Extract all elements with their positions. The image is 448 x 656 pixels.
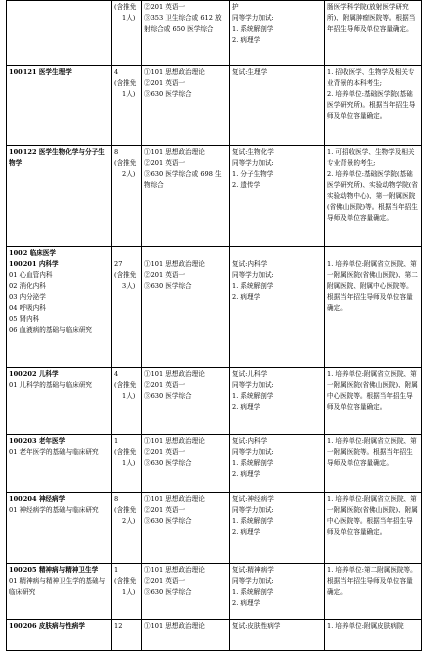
count-cell xyxy=(112,564,142,620)
table-row xyxy=(7,435,422,493)
notes-item: 1. 培养单位:附属省立医院、第一附属医院(省佛山医院)、附属中心医院等。根据当年招生导师及单位容量确定。 xyxy=(327,370,418,411)
program-cell xyxy=(7,146,112,247)
retest-cell xyxy=(230,66,325,146)
retest-item: 复试:精神病学 xyxy=(232,566,274,574)
retest-cell xyxy=(230,564,325,620)
notes-item: 1. 培养单位:附属省立医院、第一附属医院等。根据当年招生导师及单位容量确定。 xyxy=(327,437,417,467)
retest-item: 2. 病理学 xyxy=(232,470,261,478)
count-note: 1人) xyxy=(122,14,136,22)
exam-item: ③630 医学综合 xyxy=(144,90,192,98)
enrollment-count: 4 xyxy=(114,370,119,378)
retest-item: 2. 病理学 xyxy=(232,528,261,536)
exam-item: ①101 思想政治理论 xyxy=(144,370,205,378)
exam-cell xyxy=(142,493,230,564)
count-cell xyxy=(112,435,142,493)
retest-item: 复试:神经病学 xyxy=(232,495,274,503)
exam-item: ③630 医学综合 xyxy=(144,459,192,467)
retest-cell xyxy=(230,247,325,368)
exam-cell xyxy=(142,620,230,651)
count-cell xyxy=(112,493,142,564)
count-note: (含推免 xyxy=(114,271,137,279)
exam-item: ③630 医学综合或 698 生物综合 xyxy=(144,170,222,189)
count-note: 1人) xyxy=(122,90,136,98)
retest-item: 同等学力加试: xyxy=(232,381,274,389)
exam-item: ①101 思想政治理论 xyxy=(144,437,205,445)
exam-item: ②201 英语一 xyxy=(144,381,186,389)
notes-item: 1. 招收医学、生物学及相关专业背景的本科考生; xyxy=(327,68,415,87)
count-note: (含推免 xyxy=(114,506,137,514)
notes-cell xyxy=(325,564,422,620)
exam-cell xyxy=(142,368,230,435)
count-note: (含推免 xyxy=(114,159,137,167)
count-note: (含推免 xyxy=(114,3,137,11)
count-cell xyxy=(112,146,142,247)
retest-item: 同等学力加试: xyxy=(232,14,274,22)
notes-cell xyxy=(325,247,422,368)
enrollment-count: 27 xyxy=(114,260,123,268)
notes-item: 2. 培养单位:基础医学院(基础医学研究所)、实验动物学院(省实验动物中心)、第一附属医院(省佛山医院)等。根据当年招生导师及单位容量确定。 xyxy=(327,170,418,222)
exam-item: ②201 英语一 xyxy=(144,79,186,87)
enrollment-count: 8 xyxy=(114,495,119,503)
program-title: 100205 精神病与精神卫生学 xyxy=(9,566,99,574)
program-cell xyxy=(7,247,112,368)
count-note: (含推免 xyxy=(114,79,137,87)
program-direction: 05 肾内科 xyxy=(9,315,40,323)
retest-item: 2. 病理学 xyxy=(232,403,261,411)
exam-cell xyxy=(142,564,230,620)
notes-item: 1. 培养单位:附属省立医院、第一附属医院(省佛山医院)、附属中心医院等。根据当年招生导师及单位容量确定。 xyxy=(327,495,418,536)
exam-cell xyxy=(142,146,230,247)
program-direction: 02 消化内科 xyxy=(9,282,46,290)
program-title: 100121 医学生理学 xyxy=(9,68,72,76)
notes-cell xyxy=(325,435,422,493)
notes-item: 1. 培养单位:第二附属医院等。根据当年招生导师及单位容量确定。 xyxy=(327,566,417,596)
exam-cell xyxy=(142,247,230,368)
retest-item: 复试:生理学 xyxy=(232,68,268,76)
retest-cell xyxy=(230,1,325,66)
program-direction: 01 儿科学的基础与临床研究 xyxy=(9,381,93,389)
exam-item: ①101 思想政治理论 xyxy=(144,68,205,76)
exam-item: ①101 思想政治理论 xyxy=(144,260,205,268)
exam-item: ②201 英语一 xyxy=(144,577,186,585)
retest-cell xyxy=(230,620,325,651)
enrollment-count: 8 xyxy=(114,148,119,156)
count-cell xyxy=(112,1,142,66)
exam-item: ②201 英语一 xyxy=(144,3,186,11)
retest-item: 1. 系统解剖学 xyxy=(232,459,274,467)
count-note: (含推免 xyxy=(114,577,137,585)
count-note: (含推免 xyxy=(114,448,137,456)
program-cell xyxy=(7,368,112,435)
retest-item: 1. 系统解剖学 xyxy=(232,588,274,596)
retest-item: 复试:内科学 xyxy=(232,437,268,445)
retest-cell xyxy=(230,435,325,493)
retest-item: 同等学力加试: xyxy=(232,448,274,456)
program-direction: 01 精神病与精神卫生学的基础与临床研究 xyxy=(9,577,106,596)
program-cell xyxy=(7,620,112,651)
count-note: 2人) xyxy=(122,170,136,178)
program-cell xyxy=(7,1,112,66)
notes-item: 1. 培养单位:附属省立医院、第一附属医院(省佛山医院)、第二附属医院、附属中心医院等。根据当年招生导师及单位容量确定。 xyxy=(327,260,418,312)
program-title: 100206 皮肤病与性病学 xyxy=(9,622,85,630)
retest-item: 2. 病理学 xyxy=(232,36,261,44)
table-row xyxy=(7,620,422,651)
retest-item: 2. 遗传学 xyxy=(232,181,261,189)
admissions-table-body xyxy=(7,1,422,651)
enrollment-count: 4 xyxy=(114,68,119,76)
program-title: 100202 儿科学 xyxy=(9,370,59,378)
table-row xyxy=(7,1,422,66)
exam-item: ②201 英语一 xyxy=(144,159,186,167)
retest-item: 复试:儿科学 xyxy=(232,370,268,378)
count-cell xyxy=(112,368,142,435)
notes-cell xyxy=(325,66,422,146)
program-title: 1002 临床医学 xyxy=(9,249,57,257)
program-cell xyxy=(7,493,112,564)
retest-item: 1. 系统解剖学 xyxy=(232,282,274,290)
notes-item: 1. 可招收医学、生物学及相关专业背景的考生; xyxy=(327,148,415,167)
retest-cell xyxy=(230,368,325,435)
retest-item: 护 xyxy=(232,3,239,11)
program-cell xyxy=(7,66,112,146)
exam-item: ②201 英语一 xyxy=(144,506,186,514)
notes-item: 2. 培养单位:基础医学院(基础医学研究所)。根据当年招生导师及单位容量确定。 xyxy=(327,90,416,120)
program-title: 100204 神经病学 xyxy=(9,495,66,503)
exam-cell xyxy=(142,1,230,66)
count-note: 1人) xyxy=(122,588,136,596)
program-direction: 01 心血管内科 xyxy=(9,271,53,279)
exam-item: ①101 思想政治理论 xyxy=(144,148,205,156)
count-cell xyxy=(112,247,142,368)
retest-item: 同等学力加试: xyxy=(232,577,274,585)
table-row xyxy=(7,368,422,435)
table-row xyxy=(7,146,422,247)
enrollment-count: 12 xyxy=(114,622,123,630)
retest-item: 同等学力加试: xyxy=(232,271,274,279)
retest-item: 复试:皮肤性病学 xyxy=(232,622,281,630)
exam-item: ①101 思想政治理论 xyxy=(144,566,205,574)
retest-item: 1. 系统解剖学 xyxy=(232,392,274,400)
notes-cell xyxy=(325,1,422,66)
program-cell xyxy=(7,435,112,493)
enrollment-count: 1 xyxy=(114,437,119,445)
retest-item: 1. 系统解剖学 xyxy=(232,25,274,33)
retest-cell xyxy=(230,146,325,247)
program-title: 100201 内科学 xyxy=(9,260,59,268)
table-row xyxy=(7,564,422,620)
exam-item: ①101 思想政治理论 xyxy=(144,495,205,503)
exam-item: ②201 英语一 xyxy=(144,271,186,279)
notes-cell xyxy=(325,368,422,435)
admissions-table xyxy=(6,0,422,651)
notes-cell xyxy=(325,146,422,247)
retest-item: 复试:内科学 xyxy=(232,260,268,268)
exam-item: ②201 英语一 xyxy=(144,448,186,456)
retest-item: 2. 病理学 xyxy=(232,293,261,301)
exam-item: ③630 医学综合 xyxy=(144,282,192,290)
notes-item: 1. 培养单位:附属皮肤病院 xyxy=(327,622,404,630)
count-cell xyxy=(112,620,142,651)
retest-item: 同等学力加试: xyxy=(232,506,274,514)
retest-item: 1. 系统解剖学 xyxy=(232,517,274,525)
table-row xyxy=(7,66,422,146)
program-direction: 06 血液病的基础与临床研究 xyxy=(9,326,93,334)
notes-item: 肠医学科学院(放射医学研究所)、附属肿瘤医院等。根据当年招生导师及单位容量确定。 xyxy=(327,3,416,33)
program-title: 100122 医学生物化学与分子生物学 xyxy=(9,148,105,167)
count-cell xyxy=(112,66,142,146)
notes-cell xyxy=(325,620,422,651)
exam-item: ③630 医学综合 xyxy=(144,517,192,525)
retest-item: 2. 病理学 xyxy=(232,599,261,607)
exam-cell xyxy=(142,66,230,146)
retest-item: 1. 分子生物学 xyxy=(232,170,274,178)
retest-item: 同等学力加试: xyxy=(232,159,274,167)
retest-item: 复试:生物化学 xyxy=(232,148,274,156)
program-direction: 04 呼吸内科 xyxy=(9,304,46,312)
count-note: 3人) xyxy=(122,282,136,290)
exam-item: ①101 思想政治理论 xyxy=(144,622,205,630)
exam-item: ③630 医学综合 xyxy=(144,588,192,596)
enrollment-count: 1 xyxy=(114,566,119,574)
notes-cell xyxy=(325,493,422,564)
program-direction: 01 神经病学的基础与临床研究 xyxy=(9,506,99,514)
table-row xyxy=(7,493,422,564)
count-note: 2人) xyxy=(122,517,136,525)
count-note: 1人) xyxy=(122,459,136,467)
count-note: 1人) xyxy=(122,392,136,400)
program-title: 100203 老年医学 xyxy=(9,437,66,445)
retest-cell xyxy=(230,493,325,564)
exam-item: ③630 医学综合 xyxy=(144,392,192,400)
program-direction: 03 内分泌学 xyxy=(9,293,46,301)
program-direction: 01 老年医学的基础与临床研究 xyxy=(9,448,99,456)
exam-cell xyxy=(142,435,230,493)
exam-item: ③353 卫生综合或 612 放射综合或 650 医学综合 xyxy=(144,14,222,33)
program-cell xyxy=(7,564,112,620)
table-row xyxy=(7,247,422,368)
count-note: (含推免 xyxy=(114,381,137,389)
